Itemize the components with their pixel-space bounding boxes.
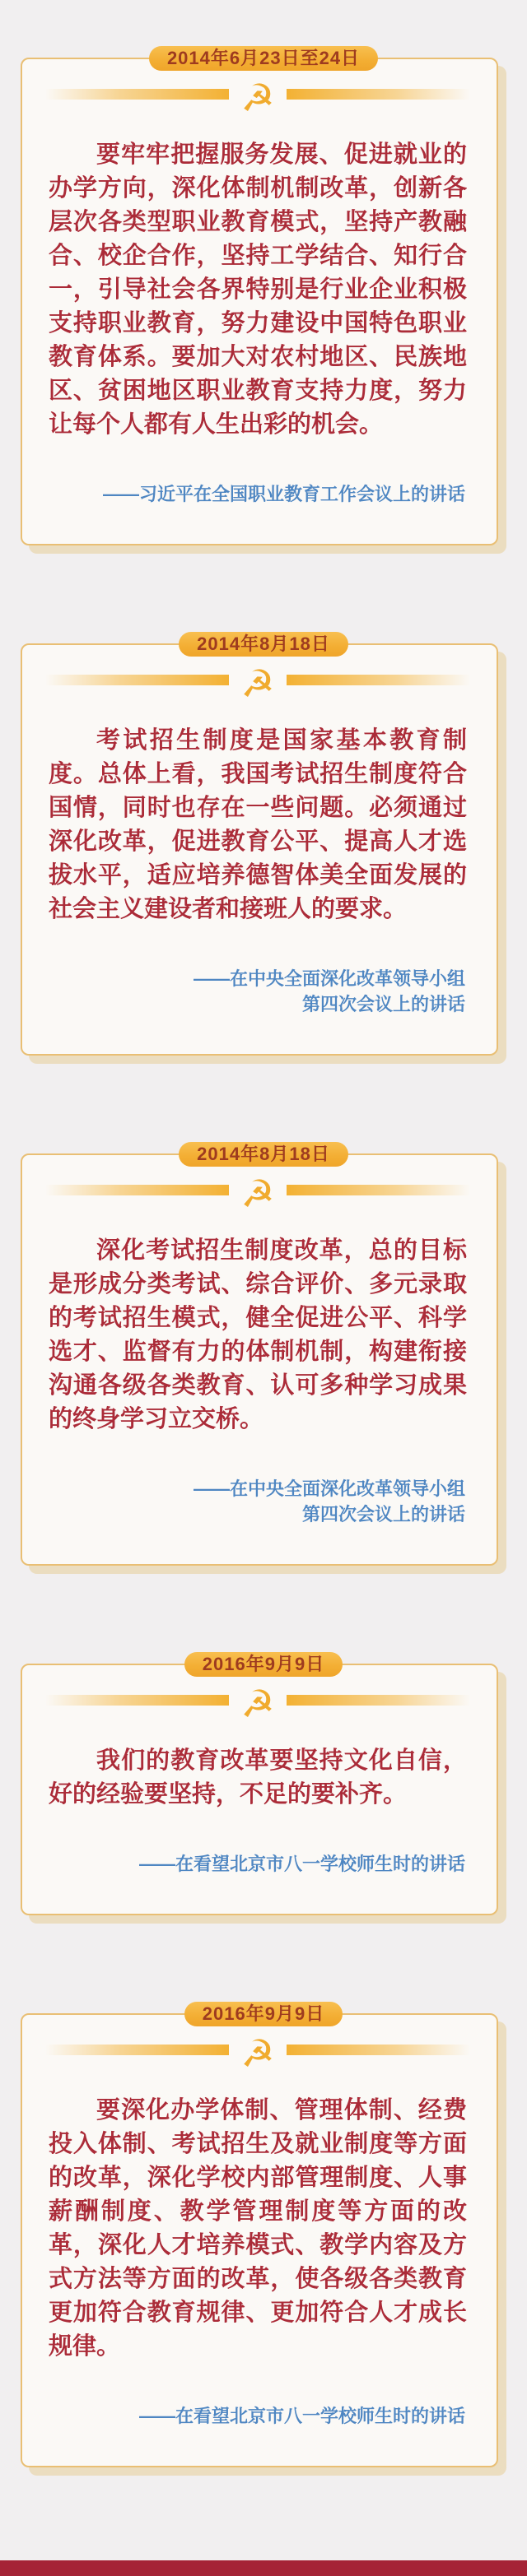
badge-row: [0, 2002, 527, 2026]
party-emblem-icon: ☭: [240, 2032, 275, 2075]
date-badge: 2014年6月23日至24日: [149, 46, 378, 71]
attribution: [49, 2403, 467, 2429]
ribbon-divider: [45, 2030, 470, 2075]
quote-text: 我们的教育改革要坚持文化自信，好的经验要坚持，不足的要补齐。: [49, 1748, 467, 1808]
attribution-line: ——在中央全面深化改革领导小组: [193, 1478, 465, 1499]
badge-row: [0, 46, 527, 71]
badge-row: [0, 1652, 527, 1677]
quote-card: [21, 58, 498, 545]
party-emblem-icon: ☭: [240, 1172, 275, 1215]
ribbon-left: [45, 1185, 229, 1195]
quote-text: 要牢牢把握服务发展、促进就业的办学方向，深化体制机制改革，创新各层次各类型职业教育模式，坚持产教融合、校企合作，坚持工学结合、知行合一，引导社会各界特别是行业企业积极支持职业教育，努力建设中国特色职业教育体系。要加大对农村地区、民族地区、贫困地区职业教育支持力度，努力让每个人都有人生出彩的机会。: [49, 142, 467, 438]
ribbon-left: [45, 2045, 229, 2055]
ribbon-divider: [45, 1170, 470, 1215]
attribution: [49, 1851, 467, 1877]
quote-text: 深化考试招生制度改革，总的目标是形成分类考试、综合评价、多元录取的考试招生模式，健全促进公平、科学选才、监督有力的体制机制，构建衔接沟通各级各类教育、认可多种学习成果的终身学习立交桥。: [49, 1237, 467, 1432]
quote-section-2: [0, 632, 527, 1056]
ribbon-left: [45, 89, 229, 100]
badge-row: [0, 1142, 527, 1167]
ribbon-divider: [45, 660, 470, 705]
quote-section-3: [0, 1142, 527, 1566]
party-emblem-icon: ☭: [240, 662, 275, 705]
attribution-line: ——在看望北京市八一学校师生时的讲话: [138, 2406, 465, 2426]
date-badge: 2014年8月18日: [179, 1142, 348, 1167]
quote-card: [21, 1153, 498, 1566]
quote-section-4: [0, 1652, 527, 1915]
quote-section-5: [0, 2002, 527, 2467]
date-badge: 2014年8月18日: [179, 632, 348, 657]
footer-bar: [0, 2560, 527, 2576]
attribution: [49, 1476, 467, 1527]
attribution: [49, 966, 467, 1017]
ribbon-right: [287, 2045, 470, 2055]
attribution-line: 第四次会议上的讲话: [301, 994, 465, 1014]
ribbon-divider: [45, 1680, 470, 1725]
ribbon-right: [287, 89, 470, 100]
quote-text: 要深化办学体制、管理体制、经费投入体制、考试招生及就业制度等方面的改革，深化学校内部管理制度、人事薪酬制度、教学管理制度等方面的改革，深化人才培养模式、教学内容及方式方法等方面的改革，使各级各类教育更加符合教育规律、更加符合人才成长规律。: [49, 2097, 467, 2360]
date-badge: 2016年9月9日: [184, 2002, 343, 2026]
ribbon-divider: [45, 74, 470, 119]
ribbon-right: [287, 675, 470, 685]
party-emblem-icon: ☭: [240, 1683, 275, 1725]
attribution-line: 第四次会议上的讲话: [301, 1504, 465, 1525]
ribbon-left: [45, 1695, 229, 1706]
quote-card: [21, 1664, 498, 1915]
badge-row: [0, 632, 527, 657]
attribution-line: ——在中央全面深化改革领导小组: [193, 968, 465, 989]
attribution-line: ——习近平在全国职业教育工作会议上的讲话: [102, 484, 465, 504]
ribbon-left: [45, 675, 229, 685]
quote-text: 考试招生制度是国家基本教育制度。总体上看，我国考试招生制度符合国情，同时也存在一些问题。必须通过深化改革，促进教育公平、提高人才选拔水平，适应培养德智体美全面发展的社会主义建设者和接班人的要求。: [49, 727, 467, 922]
quote-section-1: [0, 0, 527, 545]
attribution: [49, 481, 467, 507]
date-badge: 2016年9月9日: [184, 1652, 343, 1677]
quote-card: [21, 643, 498, 1056]
party-emblem-icon: ☭: [240, 77, 275, 119]
quote-card: [21, 2013, 498, 2467]
attribution-line: ——在看望北京市八一学校师生时的讲话: [138, 1854, 465, 1874]
ribbon-right: [287, 1695, 470, 1706]
ribbon-right: [287, 1185, 470, 1195]
